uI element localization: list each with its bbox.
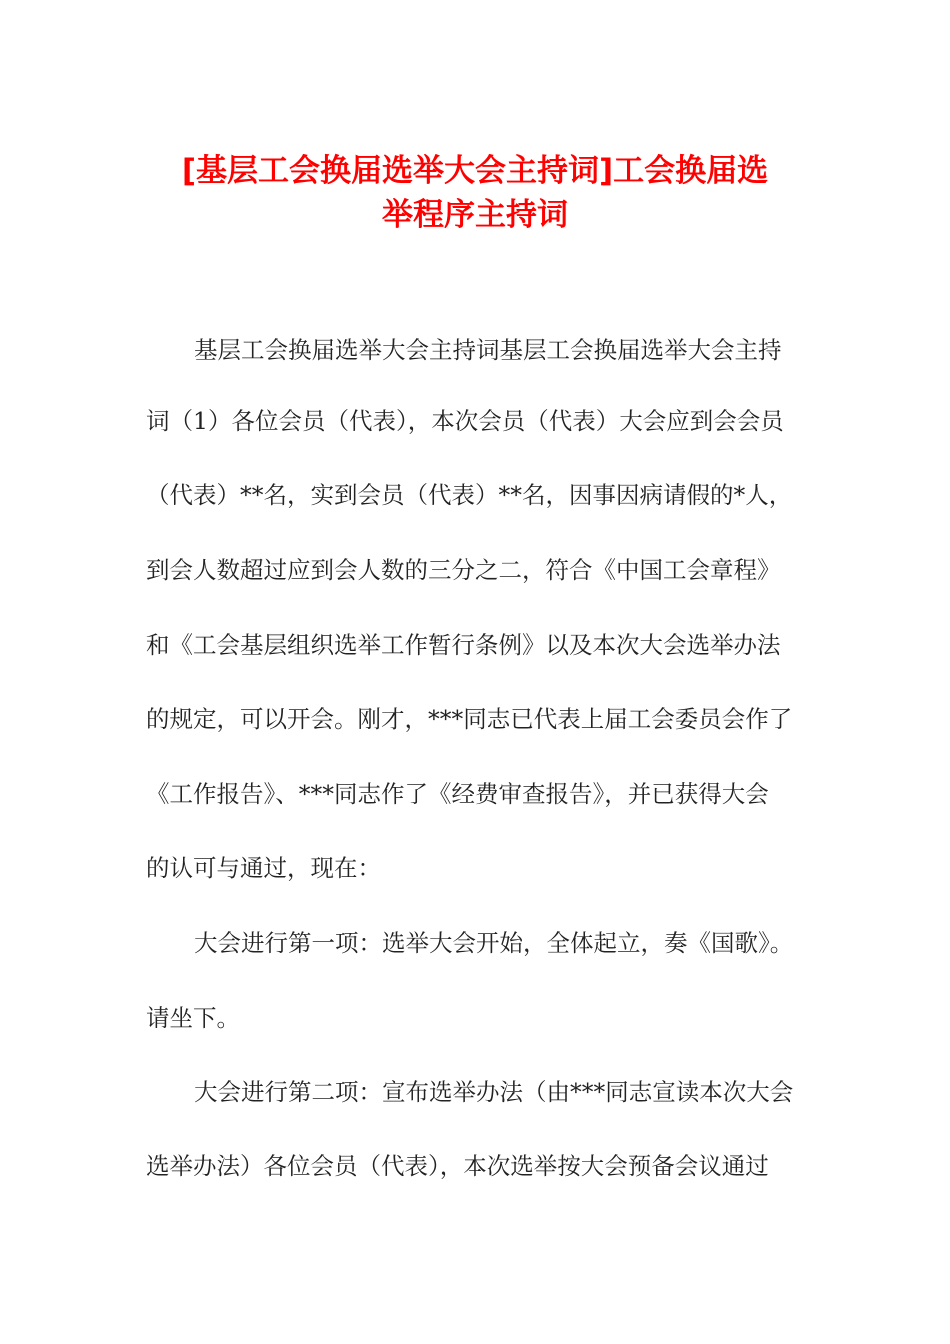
paragraph-line: 请坐下。 <box>146 1004 240 1032</box>
paragraph-line: 词（1）各位会员（代表），本次会员（代表）大会应到会会员 <box>146 407 784 435</box>
paragraph-line: 的规定，可以开会。刚才，***同志已代表上届工会委员会作了 <box>146 705 793 733</box>
paragraph-line: 大会进行第一项：选举大会开始，全体起立，奏《国歌》。 <box>194 929 794 957</box>
paragraph-line: 选举办法）各位会员（代表），本次选举按大会预备会议通过 <box>146 1152 769 1180</box>
paragraph-line: 和《工会基层组织选举工作暂行条例》以及本次大会选举办法 <box>146 631 781 659</box>
paragraph-line: 《工作报告》、***同志作了《经费审查报告》，并已获得大会 <box>146 780 769 808</box>
document-title-line-2: 举程序主持词 <box>382 197 568 233</box>
paragraph-line: 大会进行第二项：宣布选举办法（由***同志宣读本次大会 <box>194 1078 794 1106</box>
document-title-line-1: [基层工会换届选举大会主持词]工会换届选 <box>181 153 769 189</box>
paragraph-line: 基层工会换届选举大会主持词基层工会换届选举大会主持 <box>194 336 782 364</box>
paragraph-line: 的认可与通过，现在： <box>146 854 381 882</box>
paragraph-line: 到会人数超过应到会人数的三分之二，符合《中国工会章程》 <box>146 556 781 584</box>
paragraph-line: （代表）**名，实到会员（代表）**名，因事因病请假的*人， <box>146 481 793 509</box>
